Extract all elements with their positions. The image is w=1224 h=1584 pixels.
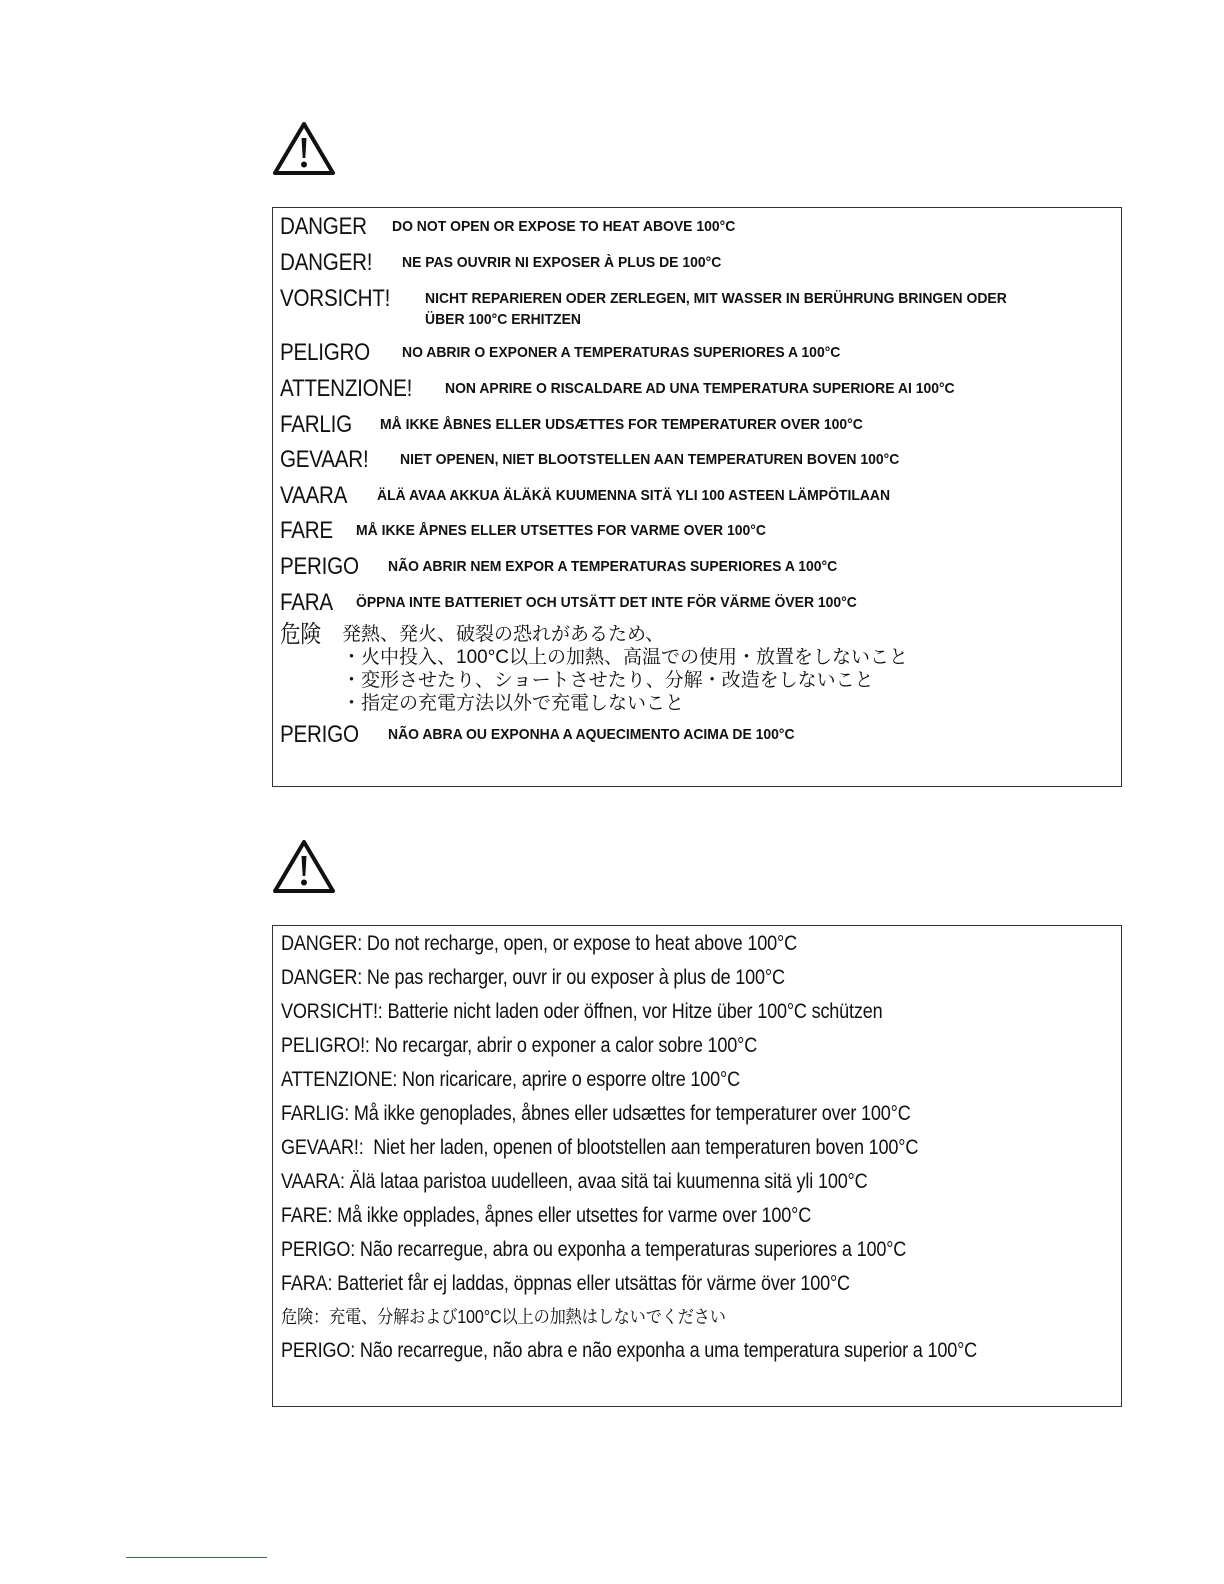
warning-row [281,961,785,995]
warning-keyword: PERIGO: [281,1238,356,1261]
warning-message: NÃO ABRA OU EXPONHA A AQUECIMENTO ACIMA DE 100°C [388,726,795,743]
warning-keyword: GEVAAR!: [281,1136,364,1159]
warning-message: Må ikke opplades, åpnes eller utsettes for varme over 100°C [332,1204,812,1227]
warning-keyword: PERIGO [280,553,359,580]
warning-row [280,481,929,511]
warning-message: NICHT REPARIEREN ODER ZERLEGEN, MIT WASSER IN BERÜHRUNG BRINGEN ODER ÜBER 100°C ERHITZEN [425,290,1007,328]
warning-message: Må ikke genoplades, åbnes eller udsættes for temperaturer over 100°C [349,1102,911,1125]
warning-message: DO NOT OPEN OR EXPOSE TO HEAT ABOVE 100°C [392,218,736,235]
warning-message: Não recarregue, abra ou exponha a temperaturas superiores a 100°C [355,1238,907,1261]
warning-row [280,410,899,440]
warning-row-japanese [280,620,908,715]
warning-row [280,284,1051,330]
warning-message: Älä lataa paristoa uudelleen, avaa sitä tai kuumenna sitä yli 100°C [344,1170,868,1193]
warning-row-japanese: 危険：充電、分解および100°C以上の加熱はしないでください [281,1307,726,1327]
warning-message: NIET OPENEN, NIET BLOOTSTELLEN AAN TEMPERATUREN BOVEN 100°C [400,451,900,468]
warning-keyword: FARE [280,517,333,544]
warning-message: NE PAS OUVRIR NI EXPOSER À PLUS DE 100°C [402,254,722,271]
warning-row [280,720,825,750]
warning-keyword: DANGER: [281,932,363,955]
warning-row [281,1334,977,1368]
warning-row [280,338,873,368]
warning-row [280,248,745,278]
warning-message: Batterie nicht laden oder öffnen, vor Hitze über 100°C schützen [382,1000,883,1023]
warning-row [281,1029,757,1063]
warning-keyword: DANGER [280,213,367,240]
warning-keyword: FARA [280,589,333,616]
warning-keyword: ATTENZIONE: [281,1068,398,1091]
warning-row [280,552,871,582]
warning-message: NON APRIRE O RISCALDARE AD UNA TEMPERATURA SUPERIORE AI 100°C [445,380,955,397]
warning-message: Não recarregue, não abra e não exponha a uma temperatura superior a 100°C [355,1339,978,1362]
warning-keyword: FARLIG: [281,1102,350,1125]
warning-row [281,927,797,961]
warning-message: Ne pas recharger, ouvr ir ou exposer à plus de 100°C [362,966,785,989]
warning-keyword: VAARA [280,482,348,509]
warning-keyword: VORSICHT!: [281,1000,383,1023]
footer-rule [126,1557,267,1558]
warning-message: Niet her laden, openen of blootstellen aan temperaturen boven 100°C [363,1136,919,1159]
warning-row [281,1165,867,1199]
warning-message: Do not recharge, open, or expose to heat above 100°C [362,932,797,955]
warning-message: Batteriet får ej laddas, öppnas eller utsättas för värme över 100°C [332,1272,850,1295]
warning-row [281,1199,811,1233]
warning-message: ÄLÄ AVAA AKKUA ÄLÄKÄ KUUMENNA SITÄ YLI 100 ASTEEN LÄMPÖTILAAN [377,487,891,504]
warning-triangle-icon [272,120,336,176]
warning-row [280,374,993,404]
warning-row [281,1097,911,1131]
warning-row [280,212,761,242]
warning-keyword: FARA: [281,1272,333,1295]
warning-message: 発熱、発火、破裂の恐れがあるため、 ・火中投入、100°C以上の加熱、高温での使用・放置をしないこと ・変形させたり、ショートさせたり、分解・改造をしないこと ・指定の充電方法以外で充電しないこと [342,624,909,714]
warning-row [281,1131,918,1165]
battery-warning-label-uppercase [272,207,1122,787]
warning-row [281,1063,740,1097]
warning-message: ÖPPNA INTE BATTERIET OCH UTSÄTT DET INTE FÖR VÄRME ÖVER 100°C [356,594,857,611]
warning-keyword: PERIGO: [281,1339,356,1362]
warning-keyword: DANGER: [281,966,363,989]
warning-row [280,516,797,546]
warning-triangle-icon [272,838,336,894]
warning-row [280,445,937,475]
warning-message: NÃO ABRIR NEM EXPOR A TEMPERATURAS SUPERIORES A 100°C [388,558,838,575]
warning-keyword: PELIGRO [280,339,370,366]
warning-message: Non ricaricare, aprire o esporre oltre 100°C [397,1068,740,1091]
warning-message: MÅ IKKE ÅPNES ELLER UTSETTES FOR VARME OVER 100°C [356,522,766,539]
warning-keyword: 危険 [280,621,321,648]
warning-keyword: FARE: [281,1204,333,1227]
warning-message: NO ABRIR O EXPONER A TEMPERATURAS SUPERIORES A 100°C [402,344,841,361]
warning-keyword: FARLIG [280,411,352,438]
warning-keyword: DANGER! [280,249,373,276]
warning-message: No recargar, abrir o exponer a calor sobre 100°C [369,1034,758,1057]
warning-keyword: GEVAAR! [280,446,369,473]
warning-row [280,588,895,618]
warning-keyword: PELIGRO!: [281,1034,370,1057]
battery-warning-label-sentence [272,925,1122,1407]
warning-message: MÅ IKKE ÅBNES ELLER UDSÆTTES FOR TEMPERATURER OVER 100°C [380,416,863,433]
warning-keyword: ATTENZIONE! [280,375,413,402]
warning-row [281,1267,850,1301]
warning-row [281,995,883,1029]
warning-keyword: VORSICHT! [280,285,391,312]
warning-row [281,1233,906,1267]
warning-keyword: PERIGO [280,721,359,748]
warning-keyword: VAARA: [281,1170,345,1193]
